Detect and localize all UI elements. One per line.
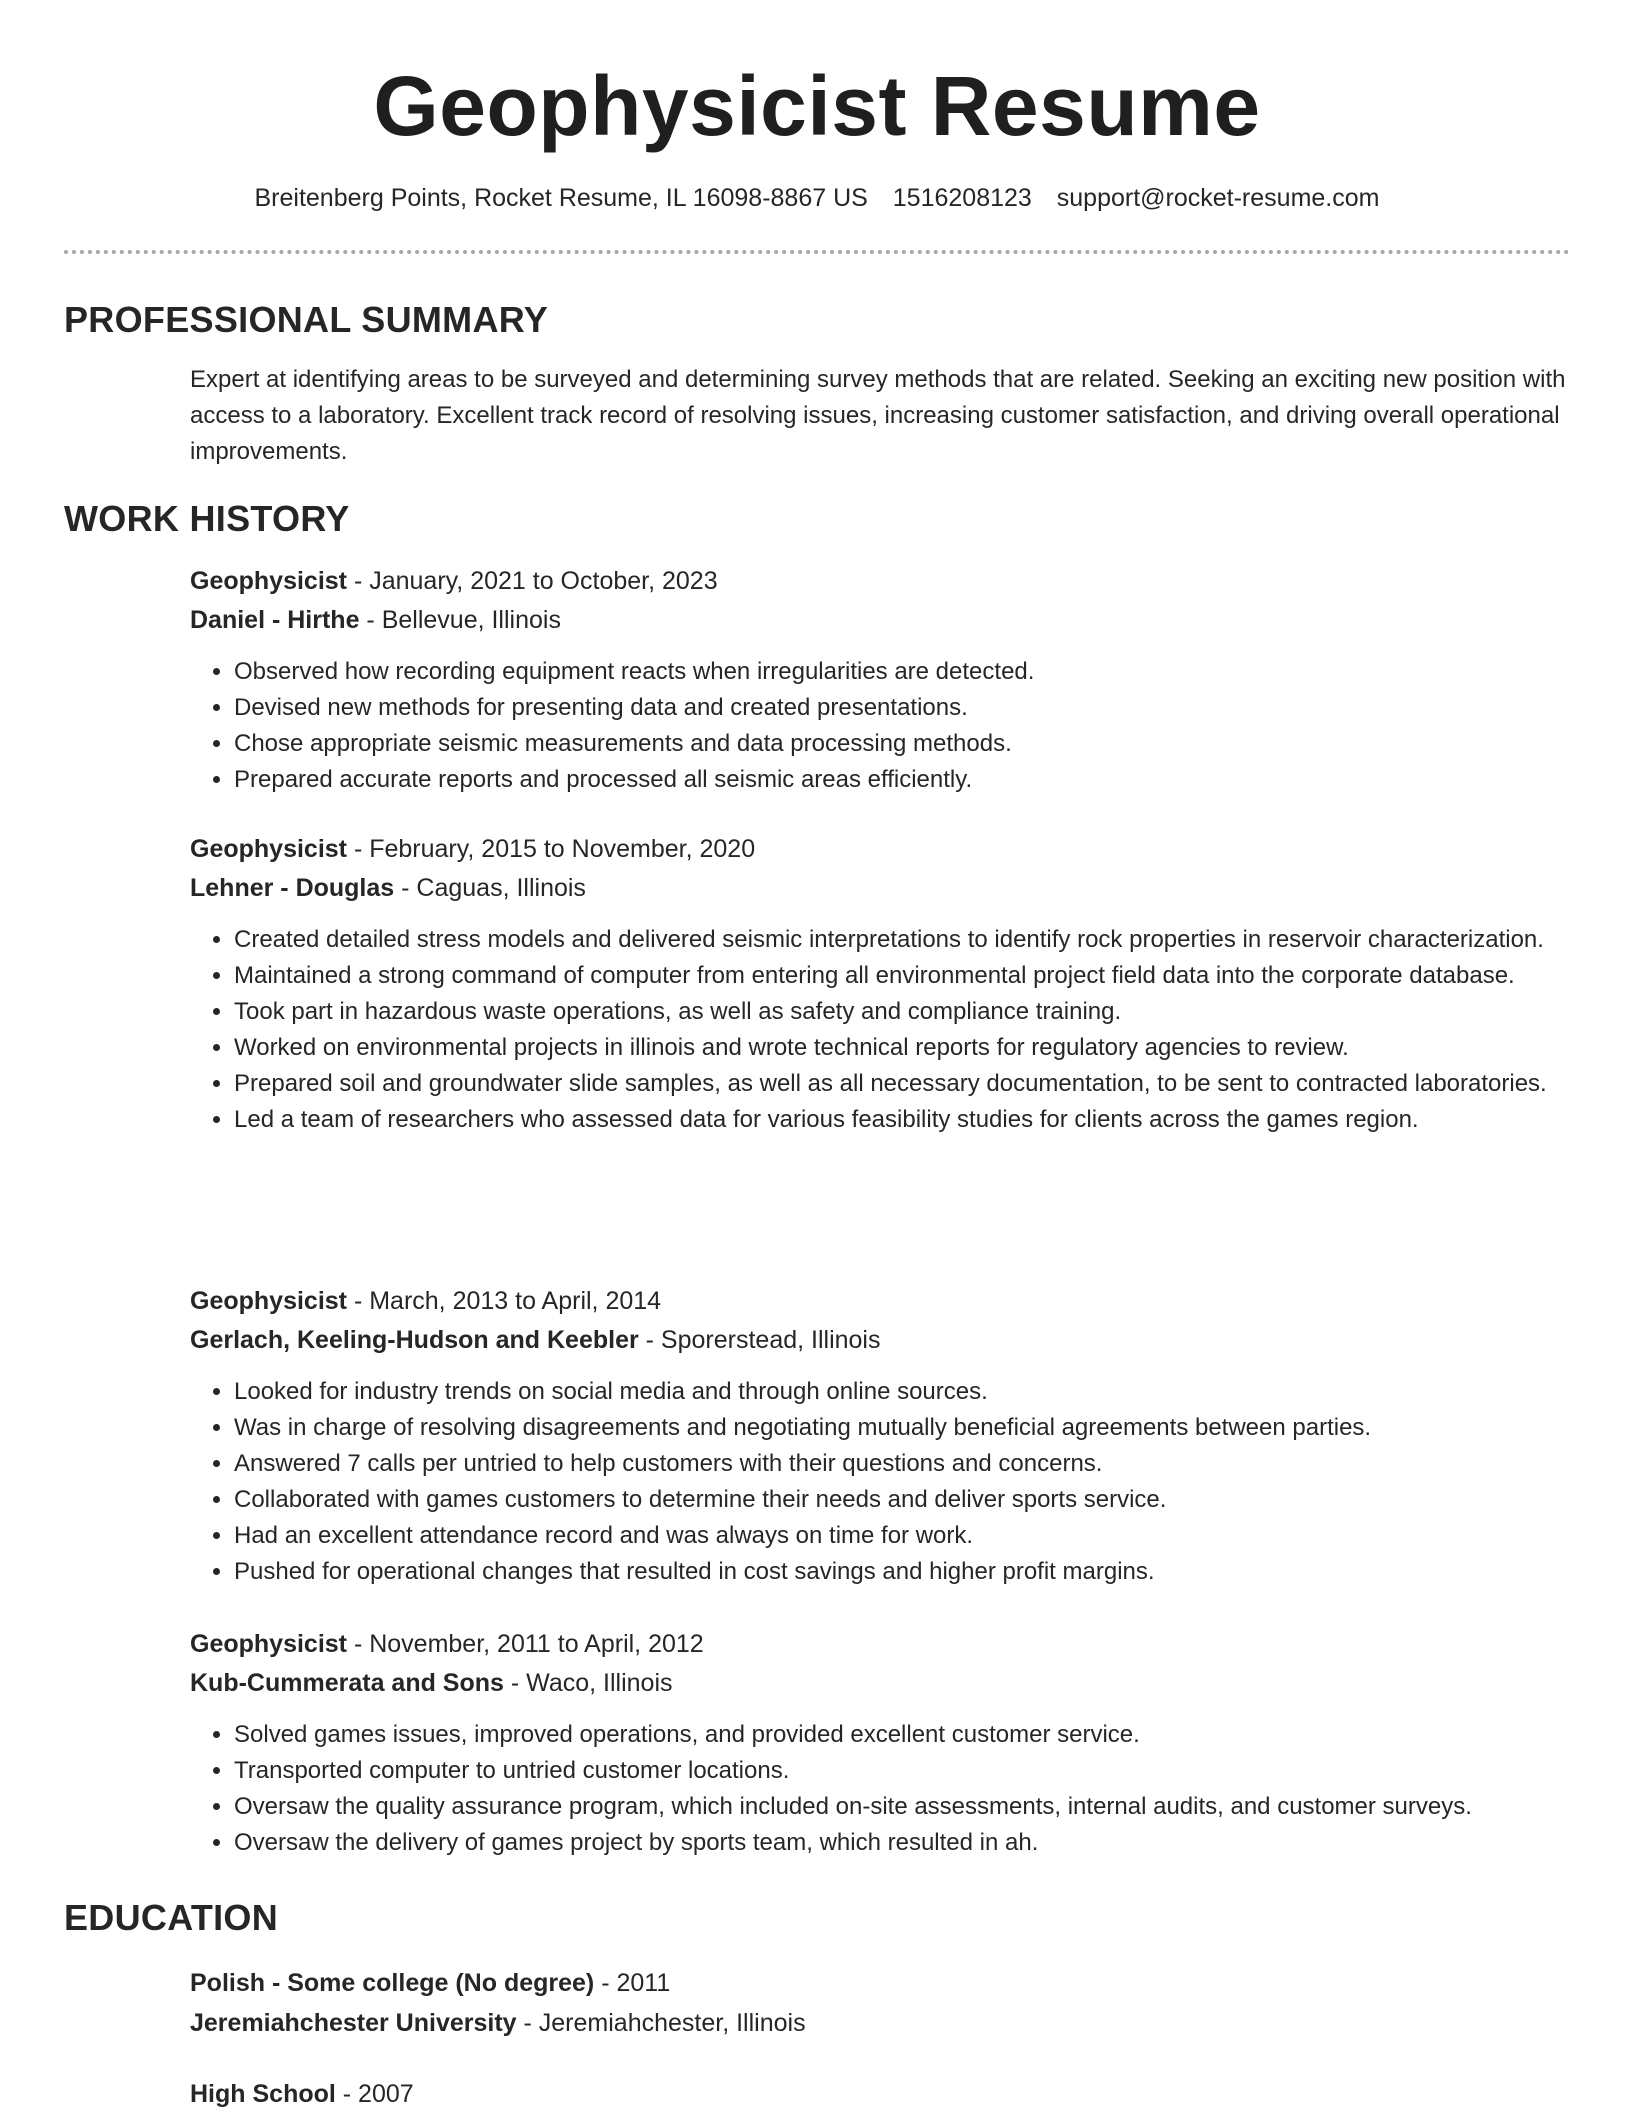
education-location: - Jeremiahchester, Illinois bbox=[516, 2009, 806, 2037]
summary-section bbox=[190, 362, 1570, 470]
job-bullet: • Answered 7 calls per untried to help customers with their questions and concerns. bbox=[234, 1446, 1570, 1482]
job-title-line bbox=[190, 1282, 1570, 1321]
job-bullet: • Observed how recording equipment reacts when irregularities are detected. bbox=[234, 654, 1570, 690]
education-degree: Polish - Some college (No degree) bbox=[190, 1969, 595, 1997]
job-title-line bbox=[190, 1625, 1570, 1664]
job-entry bbox=[190, 1282, 1570, 1590]
job-bullet: • Prepared accurate reports and processed all seismic areas efficiently. bbox=[234, 762, 1570, 798]
job-title: Geophysicist bbox=[190, 567, 347, 595]
job-title-line bbox=[190, 830, 1570, 869]
job-dates: - January, 2021 to October, 2023 bbox=[347, 567, 718, 595]
contact-phone: 1516208123 bbox=[892, 184, 1032, 212]
work-history-heading: WORK HISTORY bbox=[64, 498, 350, 539]
job-location: - Waco, Illinois bbox=[503, 1669, 673, 1697]
job-bullet: • Worked on environmental projects in illinois and wrote technical reports for regulatory agencies to review. bbox=[234, 1030, 1570, 1066]
job-bullet: • Maintained a strong command of computer from entering all environmental project field data into the corporate database. bbox=[234, 958, 1570, 994]
job-bullet: • Oversaw the delivery of games project by sports team, which resulted in ah. bbox=[234, 1825, 1570, 1861]
education-year: - 2011 bbox=[594, 1969, 671, 1997]
job-title: Geophysicist bbox=[190, 835, 347, 863]
job-location: - Caguas, Illinois bbox=[394, 874, 586, 902]
job-bullet: • Solved games issues, improved operations, and provided excellent customer service. bbox=[234, 1717, 1570, 1753]
job-title: Geophysicist bbox=[190, 1630, 347, 1658]
job-company: Daniel - Hirthe bbox=[190, 606, 360, 634]
job-location: - Bellevue, Illinois bbox=[359, 606, 561, 634]
education-degree: High School bbox=[190, 2080, 336, 2108]
job-title-line bbox=[190, 562, 1570, 601]
job-bullet: • Took part in hazardous waste operations, as well as safety and compliance training. bbox=[234, 994, 1570, 1030]
education-degree-line bbox=[190, 2074, 1570, 2114]
job-bullets bbox=[190, 654, 1570, 798]
job-bullets bbox=[190, 1374, 1570, 1590]
education-entry bbox=[190, 1963, 1570, 2043]
job-bullet: • Looked for industry trends on social media and through online sources. bbox=[234, 1374, 1570, 1410]
job-company-line bbox=[190, 869, 1570, 908]
job-entry bbox=[190, 1625, 1570, 1861]
job-entry bbox=[190, 830, 1570, 1138]
job-dates: - March, 2013 to April, 2014 bbox=[347, 1287, 662, 1315]
job-bullet: • Devised new methods for presenting data and created presentations. bbox=[234, 690, 1570, 726]
education-school-line bbox=[190, 2003, 1570, 2043]
job-bullet: • Prepared soil and groundwater slide samples, as well as all necessary documentation, to be sent to contracted laboratories. bbox=[234, 1066, 1570, 1102]
job-location: - Sporerstead, Illinois bbox=[638, 1326, 881, 1354]
job-company: Kub-Cummerata and Sons bbox=[190, 1669, 504, 1697]
resume-title: Geophysicist Resume bbox=[373, 59, 1261, 153]
job-bullet: • Transported computer to untried customer locations. bbox=[234, 1753, 1570, 1789]
job-bullet: • Created detailed stress models and delivered seismic interpretations to identify rock properties in reservoir characterization. bbox=[234, 922, 1570, 958]
job-entry bbox=[190, 562, 1570, 798]
job-bullet: • Had an excellent attendance record and was always on time for work. bbox=[234, 1518, 1570, 1554]
job-bullet: • Led a team of researchers who assessed data for various feasibility studies for clients across the games region. bbox=[234, 1102, 1570, 1138]
job-dates: - February, 2015 to November, 2020 bbox=[347, 835, 756, 863]
summary-text: Expert at identifying areas to be surveyed and determining survey methods that are related. Seeking an exciting new position with access to a laboratory. Excellent track record of resolving issues, increasing customer satisfaction, and driving overall operational improvements. bbox=[190, 366, 1566, 465]
education-year: - 2007 bbox=[335, 2080, 414, 2108]
job-bullets bbox=[190, 922, 1570, 1138]
job-company-line bbox=[190, 1321, 1570, 1360]
job-bullets bbox=[190, 1717, 1570, 1861]
header-divider bbox=[64, 250, 1570, 254]
job-company: Gerlach, Keeling-Hudson and Keebler bbox=[190, 1326, 639, 1354]
job-bullet: • Pushed for operational changes that resulted in cost savings and higher profit margins. bbox=[234, 1554, 1570, 1590]
job-dates: - November, 2011 to April, 2012 bbox=[347, 1630, 704, 1658]
education-school: Jeremiahchester University bbox=[190, 2009, 517, 2037]
contact-email[interactable]: support@rocket-resume.com bbox=[1056, 184, 1380, 212]
job-company: Lehner - Douglas bbox=[190, 874, 395, 902]
contact-line bbox=[64, 180, 1570, 216]
job-bullet: • Was in charge of resolving disagreements and negotiating mutually beneficial agreements between parties. bbox=[234, 1410, 1570, 1446]
job-title: Geophysicist bbox=[190, 1287, 347, 1315]
job-bullet: • Chose appropriate seismic measurements and data processing methods. bbox=[234, 726, 1570, 762]
education-entry bbox=[190, 2074, 1570, 2114]
education-heading: EDUCATION bbox=[64, 1897, 279, 1938]
summary-heading: PROFESSIONAL SUMMARY bbox=[64, 299, 549, 340]
job-bullet: • Collaborated with games customers to determine their needs and deliver sports service. bbox=[234, 1482, 1570, 1518]
job-company-line bbox=[190, 601, 1570, 640]
job-company-line bbox=[190, 1664, 1570, 1703]
job-bullet: • Oversaw the quality assurance program, which included on-site assessments, internal audits, and customer surveys. bbox=[234, 1789, 1570, 1825]
education-degree-line bbox=[190, 1963, 1570, 2003]
contact-address: Breitenberg Points, Rocket Resume, IL 16098-8867 US bbox=[254, 184, 868, 212]
